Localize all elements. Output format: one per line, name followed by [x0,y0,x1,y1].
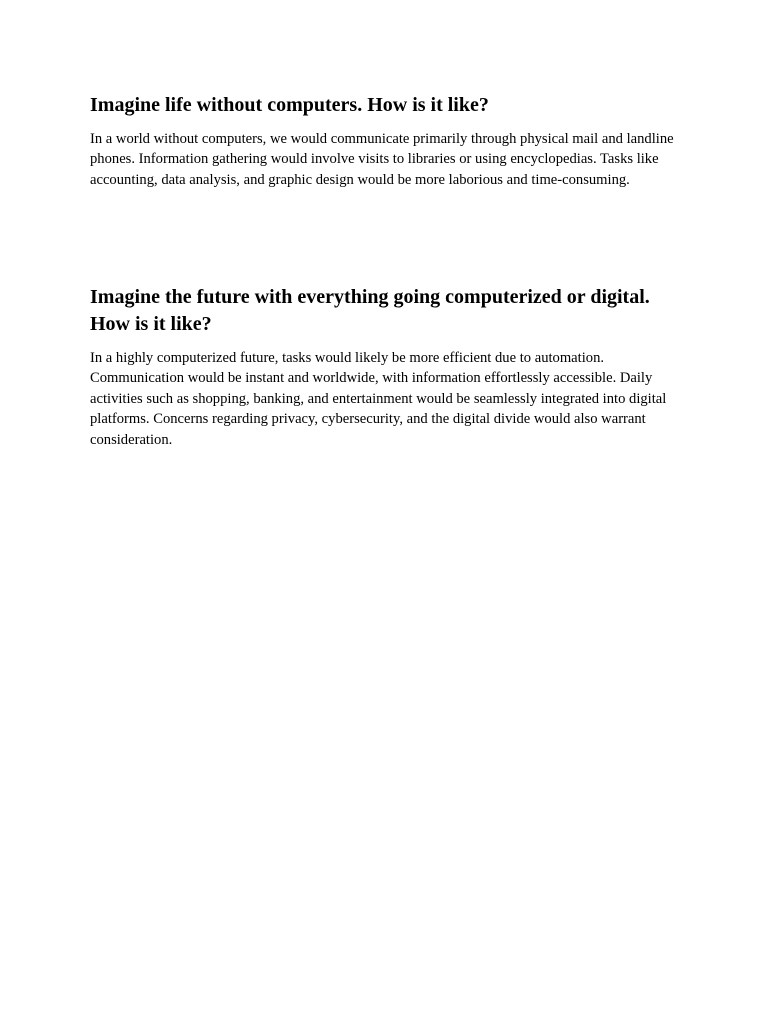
section-computerized-future [90,284,680,450]
section-heading: Imagine life without computers. How is it like? [90,94,489,116]
section-body: In a highly computerized future, tasks would likely be more efficient due to automation. Communication would be instant and worldwide, with information effortlessly accessible. Daily activities such as shopping, banking, and entertainment would be seamlessly integrated into digital platforms. Concerns regarding privacy, cybersecurity, and the digital divide would also warrant consideration. [90,350,667,448]
section-heading: Imagine the future with everything going computerized or digital. How is it like? [90,286,650,335]
section-life-without-computers [90,92,680,190]
section-body: In a world without computers, we would communicate primarily through physical mail and landline phones. Information gathering would involve visits to libraries or using encyclopedias. Tasks like accounting, data analysis, and graphic design would be more laborious and time-consuming. [90,131,674,188]
